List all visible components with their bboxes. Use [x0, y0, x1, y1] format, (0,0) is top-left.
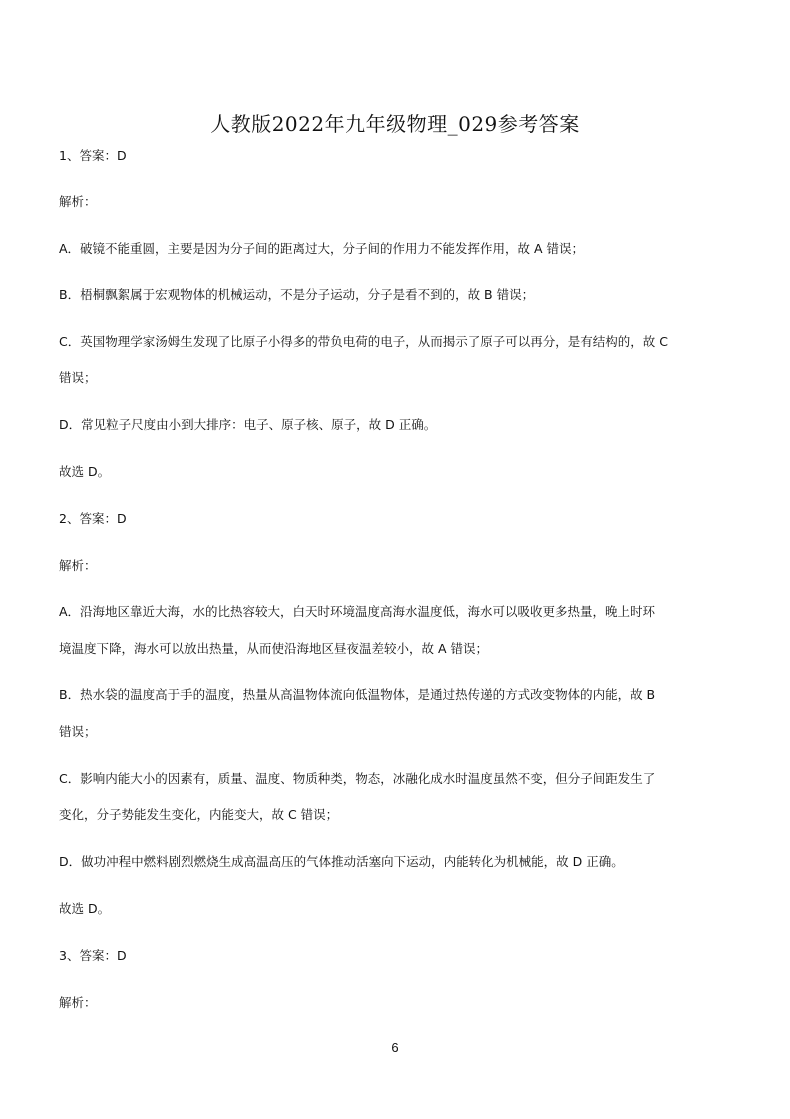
q2-answer: 2、答案：D [59, 511, 127, 526]
q1-choice: 故选 D。 [59, 464, 111, 479]
q1-option-b: B．梧桐飘絮属于宏观物体的机械运动，不是分子运动，分子是看不到的，故 B 错误； [59, 287, 535, 302]
q1-option-c-line2: 错误； [59, 370, 97, 385]
q1-option-c-line1: C．英国物理学家汤姆生发现了比原子小得多的带负电荷的电子，从而揭示了原子可以再分，是有结构的，故 C [59, 334, 668, 349]
q2-option-b-line1: B．热水袋的温度高于手的温度，热量从高温物体流向低温物体，是通过热传递的方式改变物体的内能，故 B [59, 687, 656, 702]
document-title: 人教版2022年九年级物理_029参考答案 [210, 112, 580, 136]
q2-analysis-label: 解析： [59, 558, 97, 573]
q2-choice: 故选 D。 [59, 901, 111, 916]
q1-answer: 1、答案：D [59, 148, 127, 163]
q1-option-d: D．常见粒子尺度由小到大排序：电子、原子核、原子，故 D 正确。 [59, 417, 437, 432]
q3-analysis-label: 解析： [59, 995, 97, 1010]
q3-answer: 3、答案：D [59, 948, 127, 963]
q2-option-b-line2: 错误； [59, 724, 97, 739]
q2-option-c-line2: 变化，分子势能发生变化，内能变大，故 C 错误； [59, 807, 339, 822]
q2-option-d: D．做功冲程中燃料剧烈燃烧生成高温高压的气体推动活塞向下运动，内能转化为机械能，故 D 正确。 [59, 854, 624, 869]
q2-option-a-line2: 境温度下降，海水可以放出热量，从而使沿海地区昼夜温差较小，故 A 错误； [59, 641, 488, 656]
q1-analysis-label: 解析： [59, 194, 97, 209]
page-number: 6 [391, 1040, 399, 1055]
q1-option-a: A．破镜不能重圆，主要是因为分子间的距离过大，分子间的作用力不能发挥作用，故 A 错误； [59, 241, 585, 256]
q2-option-c-line1: C．影响内能大小的因素有，质量、温度、物质种类，物态，冰融化成水时温度虽然不变，但分子间距发生了 [59, 771, 656, 786]
q2-option-a-line1: A．沿海地区靠近大海，水的比热容较大，白天时环境温度高海水温度低，海水可以吸收更多热量，晚上时环 [59, 604, 656, 619]
